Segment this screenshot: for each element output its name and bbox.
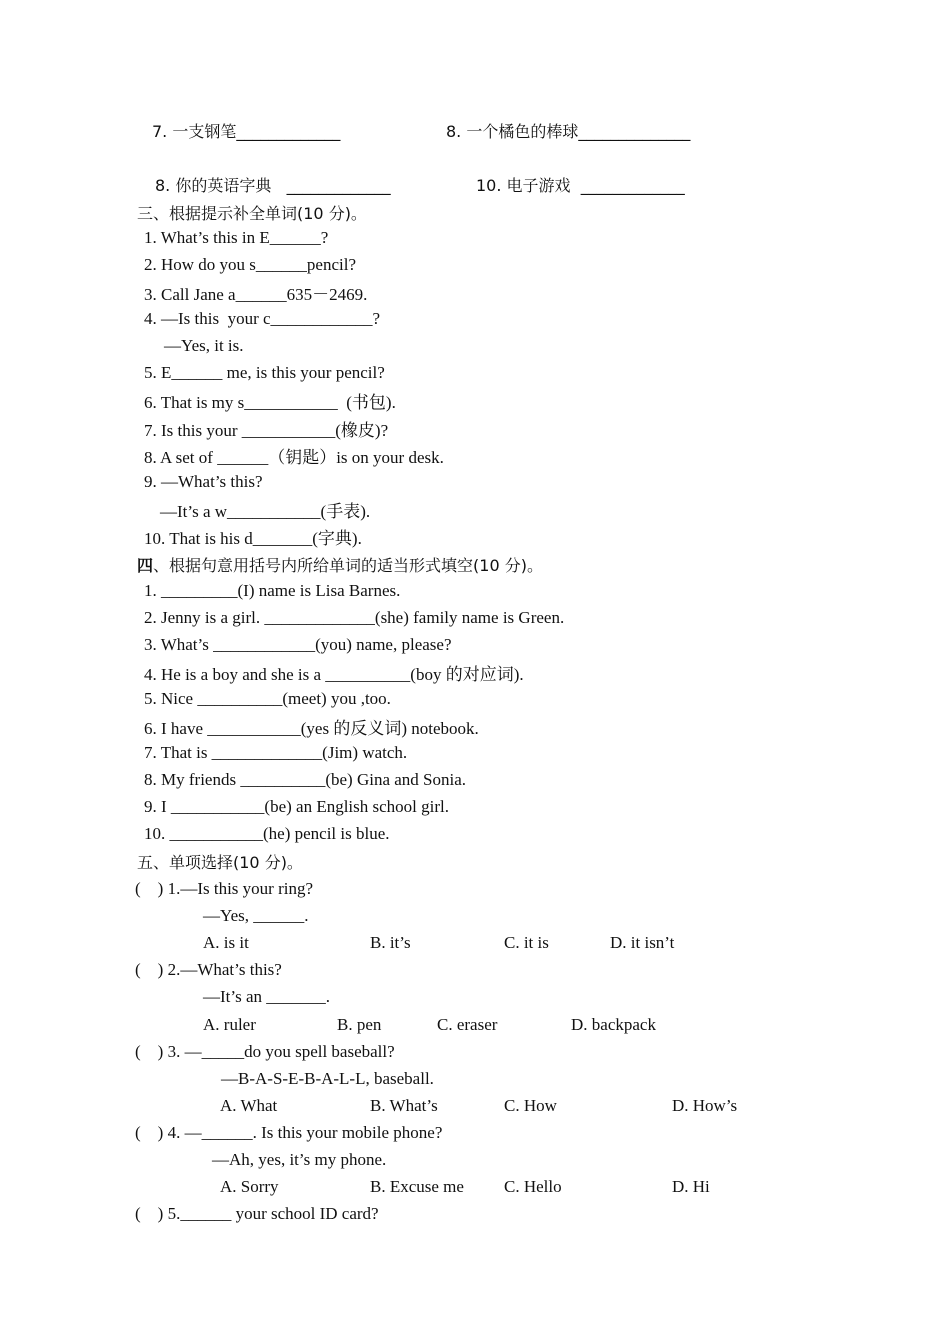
mc-option-2d: D. backpack (571, 1015, 656, 1034)
section3-item-7: 7. Is this your ___________(橡皮)? (144, 421, 389, 440)
section5-heading: 五、单项选择(10 分)。 (137, 853, 303, 872)
section4-heading-text: 、根据句意用括号内所给单词的适当形式填空(10 分)。 (153, 556, 543, 575)
mc-option-2b: B. pen (337, 1015, 382, 1034)
mc-option-3a: A. What (220, 1096, 278, 1115)
section4-item-2: 2. Jenny is a girl. _____________(she) family name is Green. (144, 608, 565, 627)
mc-question-2: ( ) 2.—What’s this? (135, 960, 282, 979)
section4-item-6: 6. I have ___________(yes 的反义词) notebook. (144, 719, 479, 738)
section4-item-3: 3. What’s ____________(you) name, please? (144, 635, 452, 654)
mc-reply-3: —B-A-S-E-B-A-L-L, baseball. (221, 1069, 434, 1088)
translation-item-10: 10. 电子游戏 _____________ (476, 176, 685, 195)
section4-item-8: 8. My friends __________(be) Gina and Sonia. (144, 770, 467, 789)
translation-item-8: 8. 一个橘色的棒球______________ (446, 122, 691, 141)
section4-heading-number: 四 (137, 556, 154, 575)
mc-option-1a: A. is it (203, 933, 249, 952)
section3-item-9-reply: —It’s a w___________(手表). (160, 502, 371, 521)
mc-option-3d: D. How’s (672, 1096, 738, 1115)
section3-item-2: 2. How do you s______pencil? (144, 255, 357, 274)
translation-item-9: 8. 你的英语字典 _____________ (155, 176, 391, 195)
mc-reply-2: —It’s an _______. (203, 987, 331, 1006)
section3-item-6: 6. That is my s___________ (书包). (144, 393, 396, 412)
mc-option-3c: C. How (504, 1096, 557, 1115)
mc-option-4a: A. Sorry (220, 1177, 279, 1196)
section3-item-4-reply: —Yes, it is. (164, 336, 244, 355)
mc-question-4: ( ) 4. —______. Is this your mobile phone? (135, 1123, 443, 1142)
section3-item-10: 10. That is his d_______(字典). (144, 529, 362, 548)
section4-item-10: 10. ___________(he) pencil is blue. (144, 824, 390, 843)
section3-heading: 三、根据提示补全单词(10 分)。 (137, 204, 367, 223)
mc-question-1: ( ) 1.—Is this your ring? (135, 879, 314, 898)
section4-item-9: 9. I ___________(be) an English school girl. (144, 797, 450, 816)
section4-item-1: 1. _________(I) name is Lisa Barnes. (144, 581, 401, 600)
mc-reply-4: —Ah, yes, it’s my phone. (212, 1150, 387, 1169)
mc-option-2c: C. eraser (437, 1015, 498, 1034)
mc-option-2a: A. ruler (203, 1015, 256, 1034)
mc-question-5: ( ) 5.______ your school ID card? (135, 1204, 379, 1223)
section3-item-4: 4. —Is this your c____________? (144, 309, 381, 328)
mc-option-1c: C. it is (504, 933, 549, 952)
mc-option-4c: C. Hello (504, 1177, 562, 1196)
section3-item-5: 5. E______ me, is this your pencil? (144, 363, 385, 382)
section4-item-5: 5. Nice __________(meet) you ,too. (144, 689, 391, 708)
section3-item-3: 3. Call Jane a______635－2469. (144, 285, 368, 304)
mc-option-4d: D. Hi (672, 1177, 710, 1196)
mc-reply-1: —Yes, ______. (203, 906, 309, 925)
section4-item-4: 4. He is a boy and she is a __________(boy 的对应词). (144, 665, 524, 684)
section3-item-1: 1. What’s this in E______? (144, 228, 329, 247)
translation-item-7: 7. 一支钢笔_____________ (152, 122, 341, 141)
mc-option-3b: B. What’s (370, 1096, 438, 1115)
section4-item-7: 7. That is _____________(Jim) watch. (144, 743, 408, 762)
mc-option-1d: D. it isn’t (610, 933, 675, 952)
mc-question-3: ( ) 3. —_____do you spell baseball? (135, 1042, 395, 1061)
mc-option-4b: B. Excuse me (370, 1177, 464, 1196)
section4-heading (137, 556, 543, 576)
mc-option-1b: B. it’s (370, 933, 411, 952)
section3-item-9: 9. —What’s this? (144, 472, 263, 491)
section3-item-8: 8. A set of ______（钥匙）is on your desk. (144, 448, 444, 467)
